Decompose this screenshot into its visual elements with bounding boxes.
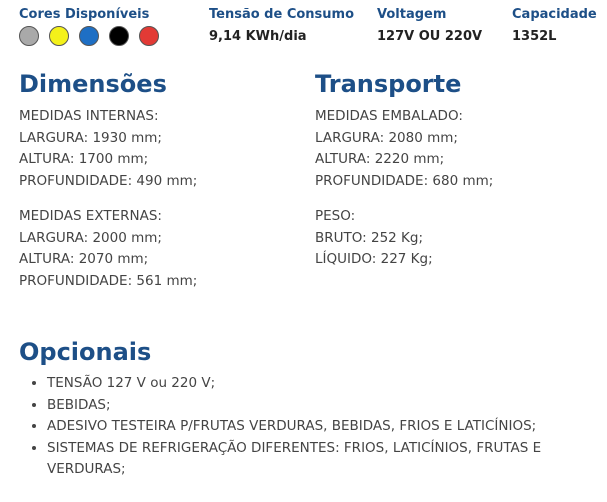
color-swatch-black[interactable] bbox=[109, 26, 129, 46]
opcional-item: • ADESIVO TESTEIRA P/FRUTAS VERDURAS, BEBIDAS, FRIOS E LATICÍNIOS; bbox=[47, 416, 602, 438]
medidas-internas-line: PROFUNDIDADE: 490 mm; bbox=[19, 172, 198, 189]
peso-line: LÍQUIDO: 227 Kg; bbox=[315, 251, 433, 268]
dimensoes-title: Dimensões bbox=[19, 70, 167, 98]
consumo-value: 9,14 KWh/dia bbox=[209, 29, 307, 44]
medidas-internas-line: LARGURA: 1930 mm; bbox=[19, 129, 162, 146]
capacidade-label: Capacidade bbox=[512, 7, 597, 22]
medidas-embalado-line: PROFUNDIDADE: 680 mm; bbox=[315, 172, 494, 189]
medidas-externas-line: MEDIDAS EXTERNAS: bbox=[19, 208, 162, 224]
peso-line: PESO: bbox=[315, 208, 356, 224]
voltagem-label: Voltagem bbox=[377, 7, 447, 22]
opcional-item: • BEBIDAS; bbox=[47, 395, 602, 417]
color-swatch-blue[interactable] bbox=[79, 26, 99, 46]
medidas-externas-line: PROFUNDIDADE: 561 mm; bbox=[19, 272, 198, 289]
opcional-item: • SISTEMAS DE REFRIGERAÇÃO DIFERENTES: FRIOS, LATICÍNIOS, FRUTAS E VERDURAS; bbox=[47, 438, 602, 481]
capacidade-value: 1352L bbox=[512, 29, 557, 44]
medidas-embalado-line: ALTURA: 2220 mm; bbox=[315, 151, 445, 168]
peso bbox=[315, 206, 433, 271]
medidas-externas-line: LARGURA: 2000 mm; bbox=[19, 229, 162, 246]
color-swatch-yellow[interactable] bbox=[49, 26, 69, 46]
medidas-embalado-line: LARGURA: 2080 mm; bbox=[315, 129, 458, 146]
voltagem-value: 127V OU 220V bbox=[377, 29, 483, 44]
opcional-item: • TENSÃO 127 V ou 220 V; bbox=[47, 373, 602, 395]
peso-line: BRUTO: 252 Kg; bbox=[315, 229, 424, 246]
medidas-externas bbox=[19, 206, 197, 292]
consumo-label: Tensão de Consumo bbox=[209, 7, 355, 22]
color-swatches bbox=[19, 26, 159, 46]
medidas-externas-line: ALTURA: 2070 mm; bbox=[19, 251, 149, 268]
opcionais-title: Opcionais bbox=[19, 338, 152, 366]
cores-label: Cores Disponíveis bbox=[19, 7, 150, 22]
color-swatch-red[interactable] bbox=[139, 26, 159, 46]
medidas-internas-line: ALTURA: 1700 mm; bbox=[19, 151, 149, 168]
medidas-embalado bbox=[315, 106, 493, 192]
medidas-internas bbox=[19, 106, 197, 192]
color-swatch-gray[interactable] bbox=[19, 26, 39, 46]
medidas-internas-line: MEDIDAS INTERNAS: bbox=[19, 108, 159, 124]
medidas-embalado-line: MEDIDAS EMBALADO: bbox=[315, 108, 463, 124]
opcionais-list bbox=[29, 373, 602, 481]
transporte-title: Transporte bbox=[315, 70, 462, 98]
